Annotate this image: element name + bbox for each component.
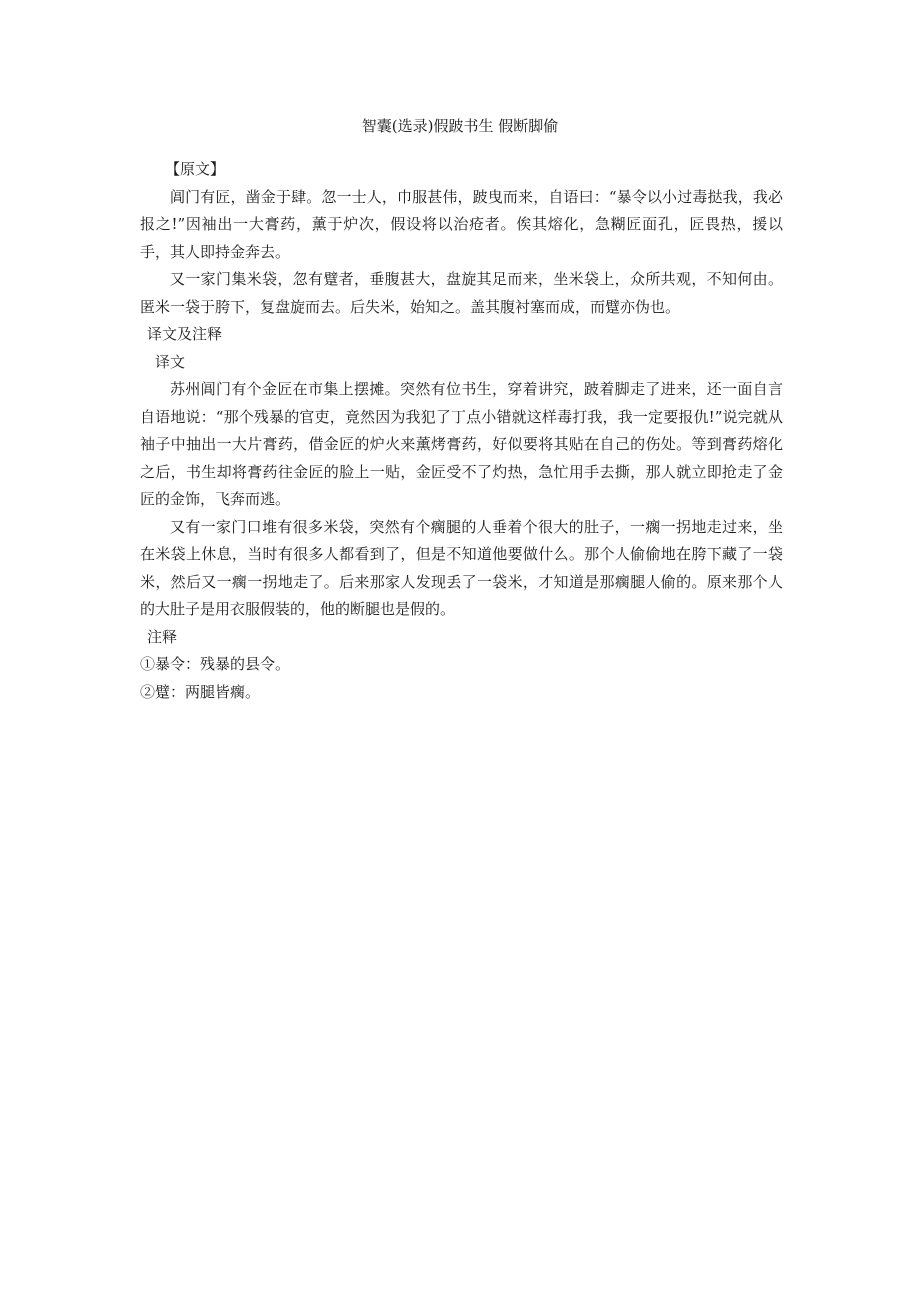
translation-section-heading: 译文及注释 <box>147 325 223 343</box>
translation-paragraph: 又有一家门口堆有很多米袋，突然有个瘸腿的人垂着个很大的肚子，一瘸一拐地走过来，坐在米袋上休息，当时有很多人都看到了，但是不知道他要做什么。那个人偷偷地在胯下藏了一袋米，然后又一瘸一拐地走了。后来那家人发现丢了一袋米，才知道是那瘸腿人偷的。原来那个人的大肚子是用衣服假装的，他的断腿也是假的。 <box>140 517 783 618</box>
original-heading: 【原文】 <box>165 160 226 178</box>
document-body <box>140 156 783 706</box>
translation-heading: 译文 <box>155 352 186 371</box>
note-item: ①暴令：残暴的县令。 <box>140 655 291 673</box>
note-item: ②躄：两腿皆瘸。 <box>140 682 261 701</box>
original-paragraph: 阊门有匠，凿金于肆。忽一士人，巾服甚伟，跛曳而来，自语曰：“暴令以小过毒挞我，我必报之!”因袖出一大膏药，薰于炉次，假设将以治疮者。俟其熔化，急糊匠面孔，匠畏热，援以手，其人即持金奔去。 <box>140 187 783 261</box>
translation-paragraph: 苏州阊门有个金匠在市集上摆摊。突然有位书生，穿着讲究，跛着脚走了进来，还一面自言自语地说：“那个残暴的官吏，竟然因为我犯了丁点小错就这样毒打我，我一定要报仇!”说完就从袖子中抽出一大片膏药，借金匠的炉火来薰烤膏药，好似要将其贴在自己的伤处。等到膏药熔化之后，书生却将膏药往金匠的脸上一贴，金匠受不了灼热，急忙用手去撕，那人就立即抢走了金匠的金饰，飞奔而逃。 <box>140 380 783 508</box>
document-title: 智囊(选录)假跛书生 假断脚偷 <box>361 117 559 135</box>
original-paragraph: 又一家门集米袋，忽有躄者，垂腹甚大，盘旋其足而来，坐米袋上，众所共观，不知何由。匿米一袋于胯下，复盘旋而去。后失米，始知之。盖其腹衬塞而成，而躄亦伪也。 <box>140 270 783 316</box>
notes-heading: 注释 <box>147 627 178 646</box>
